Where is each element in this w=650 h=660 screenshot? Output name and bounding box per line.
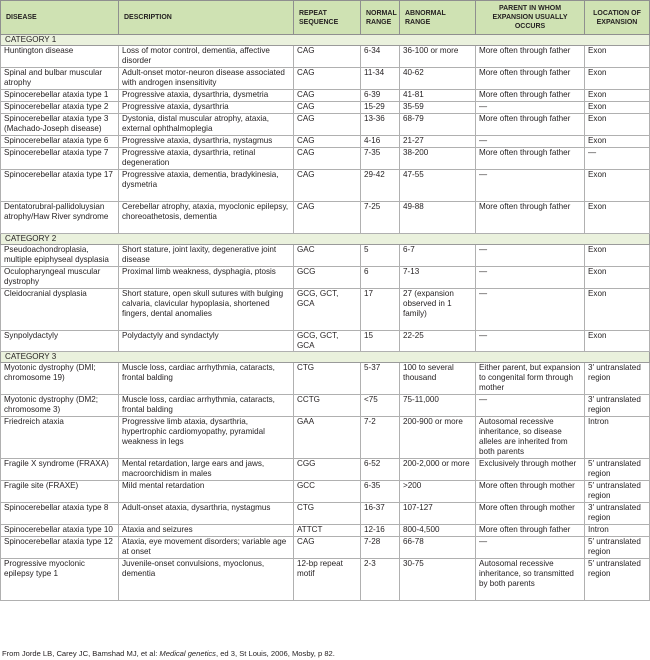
table-row [1, 525, 650, 537]
disease-cell: Fragile site (FRAXE) [1, 481, 119, 503]
description-cell: Short stature, open skull sutures with bulging calvaria, clavicular hypoplasia, shortened fingers, dental anomalies [119, 289, 294, 331]
parent-cell: — [476, 136, 585, 148]
normal-range-cell: 6-39 [361, 90, 400, 102]
repeat-sequence-cell: CAG [294, 148, 361, 170]
abnormal-range-cell: 47-55 [400, 170, 476, 202]
table-row [1, 331, 650, 352]
header-disease: DISEASE [1, 1, 119, 35]
table-row [1, 202, 650, 234]
abnormal-range-cell: 49-88 [400, 202, 476, 234]
category-row [1, 352, 650, 363]
disease-cell: Spinocerebellar ataxia type 2 [1, 102, 119, 114]
table-row [1, 90, 650, 102]
parent-cell: — [476, 537, 585, 559]
normal-range-cell: 12-16 [361, 525, 400, 537]
location-cell: Exon [585, 289, 650, 331]
location-cell: Exon [585, 136, 650, 148]
table-row [1, 481, 650, 503]
disease-cell: Spinocerebellar ataxia type 7 [1, 148, 119, 170]
header-location: LOCATION OF EXPANSION [585, 1, 650, 35]
description-cell: Progressive limb ataxia, dysarthria, hypertrophic cardiomyopathy, pyramidal weakness in legs [119, 417, 294, 459]
parent-cell: More often through mother [476, 481, 585, 503]
location-cell: Exon [585, 90, 650, 102]
table-row [1, 102, 650, 114]
source-suffix: , ed 3, St Louis, 2006, Mosby, p 82. [215, 649, 335, 658]
parent-cell: More often through father [476, 68, 585, 90]
normal-range-cell: 6-35 [361, 481, 400, 503]
location-cell: 5′ untranslated region [585, 481, 650, 503]
repeat-sequence-cell: CGG [294, 459, 361, 481]
repeat-sequence-cell: GAC [294, 245, 361, 267]
repeat-sequence-cell: CTG [294, 363, 361, 395]
description-cell: Progressive ataxia, dementia, bradykinesia, dysmetria [119, 170, 294, 202]
disease-cell: Spinal and bulbar muscular atrophy [1, 68, 119, 90]
abnormal-range-cell: 7-13 [400, 267, 476, 289]
repeat-sequence-cell: GCG [294, 267, 361, 289]
header-repeat-sequence: REPEAT SEQUENCE [294, 1, 361, 35]
location-cell: — [585, 148, 650, 170]
location-cell: Exon [585, 331, 650, 352]
parent-cell: More often through father [476, 202, 585, 234]
repeat-sequence-cell: CTG [294, 503, 361, 525]
description-cell: Ataxia and seizures [119, 525, 294, 537]
repeat-sequence-cell: 12-bp repeat motif [294, 559, 361, 601]
abnormal-range-cell: 41-81 [400, 90, 476, 102]
location-cell: Intron [585, 417, 650, 459]
repeat-sequence-cell: CAG [294, 537, 361, 559]
location-cell: 3′ untranslated region [585, 503, 650, 525]
category-label: CATEGORY 3 [1, 352, 650, 363]
normal-range-cell: 7-25 [361, 202, 400, 234]
repeat-sequence-cell: CAG [294, 90, 361, 102]
table-row [1, 537, 650, 559]
disease-cell: Progressive myoclonic epilepsy type 1 [1, 559, 119, 601]
repeat-sequence-cell: CAG [294, 136, 361, 148]
location-cell: Exon [585, 245, 650, 267]
disease-cell: Spinocerebellar ataxia type 12 [1, 537, 119, 559]
parent-cell: More often through father [476, 46, 585, 68]
parent-cell: Exclusively through mother [476, 459, 585, 481]
description-cell: Adult-onset ataxia, dysarthria, nystagmus [119, 503, 294, 525]
normal-range-cell: 15 [361, 331, 400, 352]
parent-cell: — [476, 289, 585, 331]
table-row [1, 245, 650, 267]
disease-cell: Myotonic dystrophy (DM2; chromosome 3) [1, 395, 119, 417]
table-row [1, 363, 650, 395]
description-cell: Juvenile-onset convulsions, myoclonus, dementia [119, 559, 294, 601]
parent-cell: — [476, 395, 585, 417]
normal-range-cell: 4-16 [361, 136, 400, 148]
repeat-sequence-cell: CCTG [294, 395, 361, 417]
location-cell: Exon [585, 68, 650, 90]
header-abnormal-range: ABNORMAL RANGE [400, 1, 476, 35]
description-cell: Progressive ataxia, dysarthria, dysmetria [119, 90, 294, 102]
repeat-sequence-cell: ATTCT [294, 525, 361, 537]
disease-cell: Myotonic dystrophy (DMI; chromosome 19) [1, 363, 119, 395]
description-cell: Adult-onset motor-neuron disease associated with androgen insensitivity [119, 68, 294, 90]
parent-cell: — [476, 331, 585, 352]
table-row [1, 289, 650, 331]
disease-cell: Dentatorubral-pallidoluysian atrophy/Haw River syndrome [1, 202, 119, 234]
table-row [1, 559, 650, 601]
normal-range-cell: 17 [361, 289, 400, 331]
normal-range-cell: <75 [361, 395, 400, 417]
disease-cell: Oculopharyngeal muscular dystrophy [1, 267, 119, 289]
location-cell: 5′ untranslated region [585, 537, 650, 559]
source-citation [2, 649, 335, 658]
abnormal-range-cell: 38-200 [400, 148, 476, 170]
location-cell: Exon [585, 267, 650, 289]
category-label: CATEGORY 1 [1, 35, 650, 46]
repeat-sequence-cell: CAG [294, 46, 361, 68]
parent-cell: — [476, 170, 585, 202]
repeat-sequence-cell: CAG [294, 114, 361, 136]
parent-cell: More often through father [476, 148, 585, 170]
header-description: DESCRIPTION [119, 1, 294, 35]
abnormal-range-cell: 200-2,000 or more [400, 459, 476, 481]
normal-range-cell: 11-34 [361, 68, 400, 90]
table-row [1, 417, 650, 459]
description-cell: Cerebellar atrophy, ataxia, myoclonic epilepsy, choreoathetosis, dementia [119, 202, 294, 234]
table-row [1, 114, 650, 136]
location-cell: Exon [585, 46, 650, 68]
normal-range-cell: 6 [361, 267, 400, 289]
disease-cell: Friedreich ataxia [1, 417, 119, 459]
location-cell: Exon [585, 202, 650, 234]
description-cell: Progressive ataxia, dysarthria [119, 102, 294, 114]
abnormal-range-cell: >200 [400, 481, 476, 503]
table-row [1, 68, 650, 90]
abnormal-range-cell: 21-27 [400, 136, 476, 148]
parent-cell: Either parent, but expansion to congenital form through mother [476, 363, 585, 395]
abnormal-range-cell: 22-25 [400, 331, 476, 352]
location-cell: 5′ untranslated region [585, 459, 650, 481]
abnormal-range-cell: 800-4,500 [400, 525, 476, 537]
abnormal-range-cell: 200-900 or more [400, 417, 476, 459]
location-cell: 3′ untranslated region [585, 363, 650, 395]
disease-cell: Spinocerebellar ataxia type 17 [1, 170, 119, 202]
repeat-sequence-cell: GCC [294, 481, 361, 503]
description-cell: Mental retardation, large ears and jaws, macroorchidism in males [119, 459, 294, 481]
parent-cell: More often through father [476, 525, 585, 537]
disease-cell: Spinocerebellar ataxia type 8 [1, 503, 119, 525]
parent-cell: — [476, 267, 585, 289]
location-cell: Exon [585, 114, 650, 136]
abnormal-range-cell: 36-100 or more [400, 46, 476, 68]
normal-range-cell: 29-42 [361, 170, 400, 202]
disease-cell: Spinocerebellar ataxia type 1 [1, 90, 119, 102]
repeat-sequence-cell: CAG [294, 102, 361, 114]
description-cell: Ataxia, eye movement disorders; variable age at onset [119, 537, 294, 559]
location-cell: 3′ untranslated region [585, 395, 650, 417]
description-cell: Muscle loss, cardiac arrhythmia, cataracts, frontal balding [119, 395, 294, 417]
parent-cell: — [476, 102, 585, 114]
normal-range-cell: 7-2 [361, 417, 400, 459]
abnormal-range-cell: 27 (expansion observed in 1 family) [400, 289, 476, 331]
parent-cell: More often through father [476, 90, 585, 102]
header-normal-range: NORMAL RANGE [361, 1, 400, 35]
table-row [1, 136, 650, 148]
repeat-sequence-cell: GAA [294, 417, 361, 459]
parent-cell: More often through father [476, 114, 585, 136]
description-cell: Proximal limb weakness, dysphagia, ptosis [119, 267, 294, 289]
abnormal-range-cell: 107-127 [400, 503, 476, 525]
normal-range-cell: 13-36 [361, 114, 400, 136]
disease-cell: Cleidocranial dysplasia [1, 289, 119, 331]
location-cell: Exon [585, 170, 650, 202]
parent-cell: Autosomal recessive inheritance, so disease alleles are inherited from both parents [476, 417, 585, 459]
table-body [1, 35, 650, 601]
normal-range-cell: 16-37 [361, 503, 400, 525]
table-row [1, 503, 650, 525]
repeat-sequence-cell: GCG, GCT, GCA [294, 331, 361, 352]
abnormal-range-cell: 75-11,000 [400, 395, 476, 417]
disease-cell: Pseudoachondroplasia, multiple epiphyseal dysplasia [1, 245, 119, 267]
abnormal-range-cell: 40-62 [400, 68, 476, 90]
table-row [1, 170, 650, 202]
normal-range-cell: 6-52 [361, 459, 400, 481]
disease-cell: Fragile X syndrome (FRAXA) [1, 459, 119, 481]
table-row [1, 459, 650, 481]
parent-cell: More often through mother [476, 503, 585, 525]
abnormal-range-cell: 68-79 [400, 114, 476, 136]
disease-cell: Spinocerebellar ataxia type 3 (Machado-Joseph disease) [1, 114, 119, 136]
repeat-sequence-cell: CAG [294, 202, 361, 234]
abnormal-range-cell: 100 to several thousand [400, 363, 476, 395]
table-row [1, 267, 650, 289]
normal-range-cell: 7-35 [361, 148, 400, 170]
disease-cell: Synpolydactyly [1, 331, 119, 352]
location-cell: 5′ untranslated region [585, 559, 650, 601]
header-parent: PARENT IN WHOM EXPANSION USUALLY OCCURS [476, 1, 585, 35]
normal-range-cell: 7-28 [361, 537, 400, 559]
table-row [1, 148, 650, 170]
description-cell: Progressive ataxia, dysarthria, retinal degeneration [119, 148, 294, 170]
normal-range-cell: 6-34 [361, 46, 400, 68]
normal-range-cell: 2-3 [361, 559, 400, 601]
repeat-sequence-cell: CAG [294, 170, 361, 202]
abnormal-range-cell: 66-78 [400, 537, 476, 559]
location-cell: Exon [585, 102, 650, 114]
table-row [1, 395, 650, 417]
disease-cell: Spinocerebellar ataxia type 10 [1, 525, 119, 537]
description-cell: Short stature, joint laxity, degenerative joint disease [119, 245, 294, 267]
description-cell: Mild mental retardation [119, 481, 294, 503]
normal-range-cell: 5-37 [361, 363, 400, 395]
location-cell: Intron [585, 525, 650, 537]
disease-cell: Spinocerebellar ataxia type 6 [1, 136, 119, 148]
repeat-sequence-cell: GCG, GCT, GCA [294, 289, 361, 331]
category-label: CATEGORY 2 [1, 234, 650, 245]
disease-cell: Huntington disease [1, 46, 119, 68]
description-cell: Muscle loss, cardiac arrhythmia, cataracts, frontal balding [119, 363, 294, 395]
description-cell: Polydactyly and syndactyly [119, 331, 294, 352]
header-row [1, 1, 650, 35]
description-cell: Dystonia, distal muscular atrophy, ataxia, external ophthalmoplegia [119, 114, 294, 136]
table-row [1, 46, 650, 68]
repeat-sequence-cell: CAG [294, 68, 361, 90]
normal-range-cell: 15-29 [361, 102, 400, 114]
category-row [1, 35, 650, 46]
description-cell: Progressive ataxia, dysarthria, nystagmus [119, 136, 294, 148]
abnormal-range-cell: 30-75 [400, 559, 476, 601]
parent-cell: Autosomal recessive inheritance, so transmitted by both parents [476, 559, 585, 601]
category-row [1, 234, 650, 245]
normal-range-cell: 5 [361, 245, 400, 267]
abnormal-range-cell: 35-59 [400, 102, 476, 114]
source-prefix: From Jorde LB, Carey JC, Bamshad MJ, et al: [2, 649, 160, 658]
abnormal-range-cell: 6-7 [400, 245, 476, 267]
source-title: Medical genetics [159, 649, 216, 658]
description-cell: Loss of motor control, dementia, affective disorder [119, 46, 294, 68]
parent-cell: — [476, 245, 585, 267]
